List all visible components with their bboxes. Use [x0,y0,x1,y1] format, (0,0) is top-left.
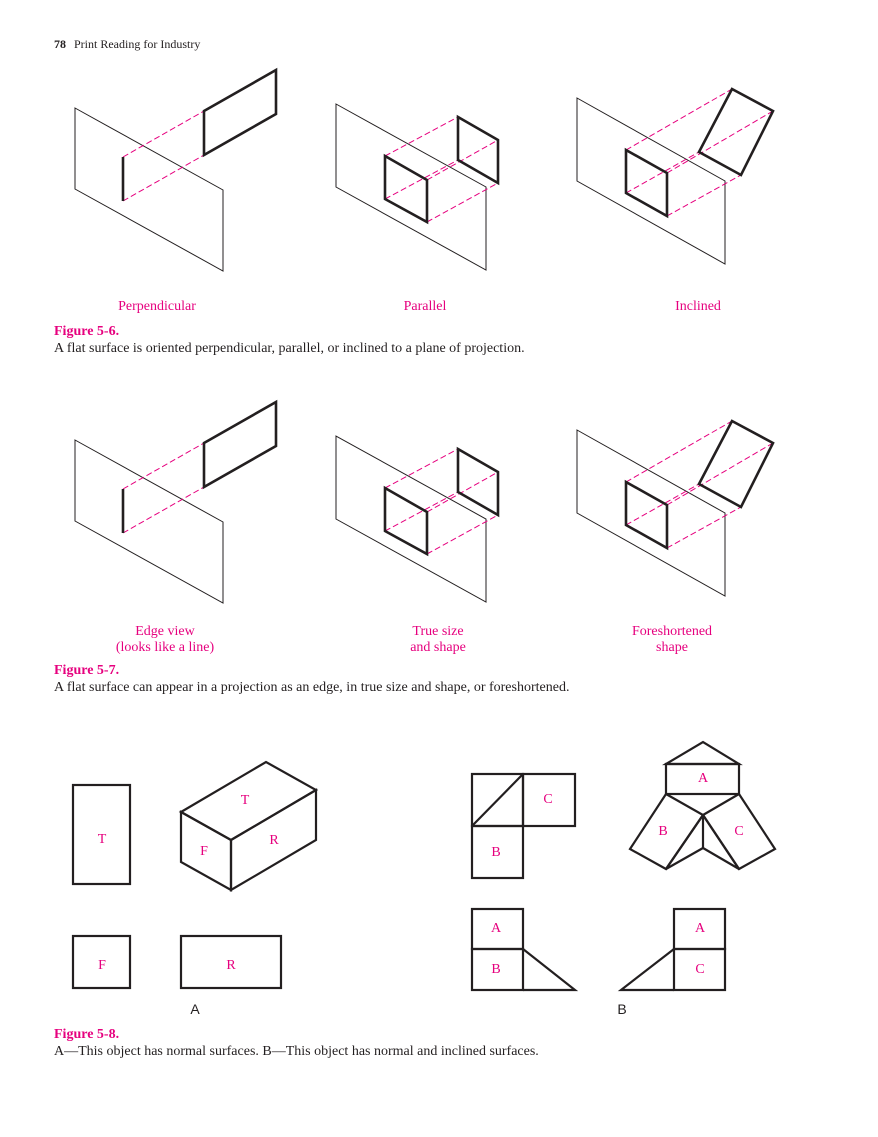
projection-lines [385,117,498,222]
projection-lines [123,111,204,201]
isometric-box [181,762,316,890]
label-line: Edge view [135,624,195,639]
part-label-a: A [190,1001,200,1017]
inclined-surface [699,89,773,175]
figure-5-6-perpendicular-drawing [75,70,276,271]
face-label-right-iso: R [269,833,279,848]
label-perpendicular: Perpendicular [118,299,196,314]
face-label-a: A [694,921,706,936]
true-size-view [385,488,427,554]
projection-plane [75,440,223,603]
isometric-object-b [630,742,775,869]
face-label-a-iso: A [697,771,709,786]
surface [699,421,773,507]
book-title: Print Reading for Industry [74,37,201,51]
face-label-c: C [543,792,553,807]
figure-5-7-edge-view-drawing [75,402,276,603]
surface [458,449,498,515]
figure-5-6-caption: A flat surface is oriented perpendicular, parallel, or inclined to a plane of projection. [54,341,525,356]
foreshortened-view [626,150,667,216]
label-foreshortened [572,624,772,656]
figure-5-7-title: Figure 5-7. [54,663,120,678]
foreshortened-view [626,482,667,548]
face-label-b: B [491,845,501,860]
figure-5-7-true-size-drawing [336,436,498,602]
projection-lines [385,449,498,554]
face-label-c-iso: C [734,824,744,839]
projection-plane [577,430,725,596]
face-label-c: C [695,962,705,977]
parallel-surface [458,117,498,183]
label-true-size [338,624,538,656]
projection-lines [123,443,204,533]
figure-5-7-caption: A flat surface can appear in a projection as an edge, in true size and shape, or foreshortened. [54,680,570,695]
face-label-a: A [490,921,502,936]
face-label-b-iso: B [658,824,668,839]
face-label-b: B [491,962,501,977]
label-line: and shape [410,640,466,655]
label-line: (looks like a line) [115,640,215,655]
label-inclined: Inclined [675,299,721,314]
face-label-front: F [98,958,106,973]
face-label-front-iso: F [200,844,208,859]
label-line: Foreshortened [631,624,713,639]
label-line: True size [412,624,464,639]
figure-5-8-caption: A—This object has normal surfaces. B—This object has normal and inclined surfaces. [54,1044,539,1059]
label-edge-view [65,624,265,656]
true-size-view [385,156,427,222]
projection-plane [75,108,223,271]
figure-5-6-title: Figure 5-6. [54,324,120,339]
face-label-right: R [226,958,236,973]
face-label-top-iso: T [240,793,250,808]
projection-plane [336,104,486,270]
projection-plane [336,436,486,602]
surface [204,402,276,487]
label-line: shape [656,640,688,655]
page-number: 78 [54,37,66,51]
top-view-b [472,774,575,878]
figure-5-7-foreshortened-drawing [577,421,773,596]
perpendicular-surface [204,70,276,155]
figure-5-6-inclined-drawing [577,89,773,264]
figure-5-6-parallel-drawing [336,104,498,270]
figure-5-8-title: Figure 5-8. [54,1027,120,1042]
face-label-top: T [97,832,107,847]
projection-plane [577,98,725,264]
label-parallel: Parallel [403,299,447,314]
part-label-b: B [617,1001,627,1017]
